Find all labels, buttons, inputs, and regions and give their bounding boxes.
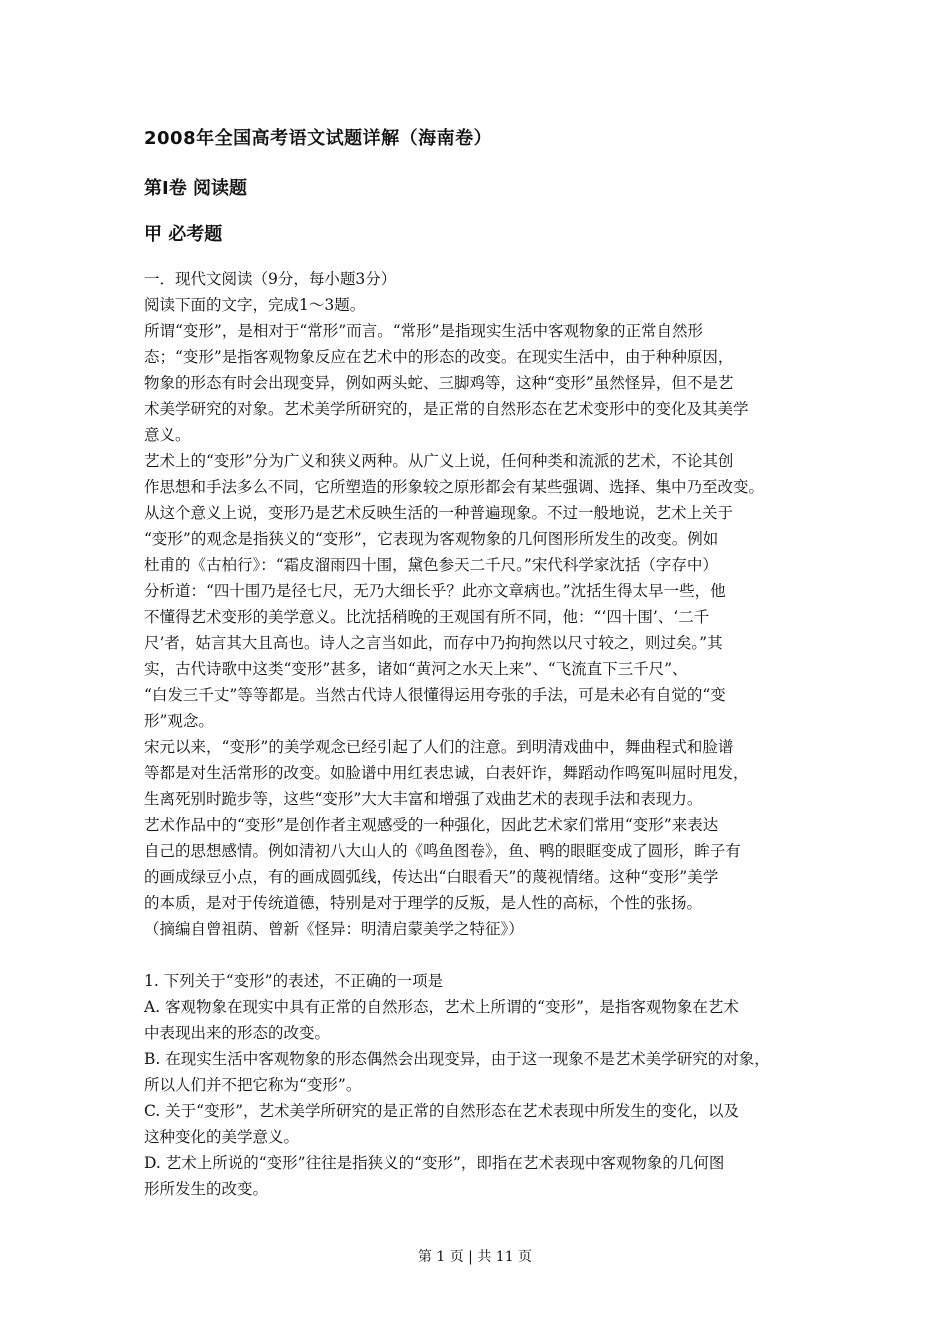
text-line: 尺’者，姑言其大且高也。诗人之言当如此，而存中乃拘拘然以尺寸较之，则过矣。”其 (144, 634, 723, 652)
text-line: 的画成绿豆小点，有的画成圆弧线，传达出“白眼看天”的蔑视情绪。这种“变形”美学 (144, 868, 719, 886)
document-title: 2008年全国高考语文试题详解（海南卷） (144, 128, 493, 149)
document-body (144, 266, 824, 1202)
text-line: 艺术上的“变形”分为广义和狭义两种。从广义上说，任何种类和流派的艺术，不论其创 (144, 452, 734, 470)
text-line: 态；“变形”是指客观物象反应在艺术中的形态的改变。在现实生活中，由于种种原因， (144, 348, 734, 366)
text-line: 生离死别时跪步等，这些“变形”大大丰富和增强了戏曲艺术的表现手法和表现力。 (144, 790, 703, 808)
page-footer: 第 1 页 | 共 11 页 (417, 1249, 533, 1265)
text-line: 不懂得艺术变形的美学意义。比沈括稍晚的王观国有所不同，他：“‘四十围’、‘二千 (144, 608, 710, 626)
text-line: 作思想和手法多么不同，它所塑造的形象较之原形都会有某些强调、选择、集中乃至改变。 (144, 478, 765, 496)
text-line: A. 客观物象在现实中具有正常的自然形态，艺术上所谓的“变形”，是指客观物象在艺术 (144, 998, 739, 1016)
text-line: 中表现出来的形态的改变。 (144, 1024, 331, 1042)
text-line: 意义。 (144, 426, 191, 444)
text-line: 等都是对生活常形的改变。如脸谱中用红表忠诚，白表奸诈，舞蹈动作鸣冤叫屈时甩发， (144, 764, 749, 782)
text-line: 艺术作品中的“变形”是创作者主观感受的一种强化，因此艺术家们常用“变形”来表达 (144, 816, 719, 834)
text-line: 分析道：“四十围乃是径七尺，无乃大细长乎？此亦文章病也。”沈括生得太早一些，他 (144, 582, 726, 600)
text-line: 从这个意义上说，变形乃是艺术反映生活的一种普遍现象。不过一般地说，艺术上关于 (144, 504, 734, 522)
text-line: 所谓“变形”，是相对于“常形”而言。“常形”是指现实生活中客观物象的正常自然形 (144, 322, 704, 340)
text-line: 宋元以来，“变形”的美学观念已经引起了人们的注意。到明清戏曲中，舞曲程式和脸谱 (144, 738, 734, 756)
text-line: 形所发生的改变。 (144, 1180, 269, 1198)
text-line: 自己的思想感情。例如清初八大山人的《鸣鱼图卷》，鱼、鸭的眼眶变成了圆形，眸子有 (144, 842, 741, 860)
text-line: 形”观念。 (144, 712, 214, 730)
text-line: （摘编自曾祖荫、曾新《怪异：明清启蒙美学之特征》） (144, 920, 524, 938)
text-line: 一．现代文阅读（9分，每小题3分） (144, 270, 397, 288)
text-line: 的本质，是对于传统道德，特别是对于理学的反叛，是人性的高标，个性的张扬。 (144, 894, 703, 912)
text-line: 术美学研究的对象。艺术美学所研究的，是正常的自然形态在艺术变形中的变化及其美学 (144, 400, 749, 418)
text-line: 所以人们并不把它称为“变形”。 (144, 1076, 362, 1094)
subsection-heading: 甲 必考题 (144, 224, 223, 245)
blank-line (144, 942, 824, 968)
text-line: 物象的形态有时会出现变异，例如两头蛇、三脚鸡等，这种“变形”虽然怪异，但不是艺 (144, 374, 734, 392)
text-line: B. 在现实生活中客观物象的形态偶然会出现变异，由于这一现象不是艺术美学研究的对象， (144, 1050, 770, 1068)
text-line: 1. 下列关于“变形”的表述，不正确的一项是 (144, 972, 444, 990)
text-line: C. 关于“变形”，艺术美学所研究的是正常的自然形态在艺术表现中所发生的变化，以及 (144, 1102, 740, 1120)
text-line: 这种变化的美学意义。 (144, 1128, 300, 1146)
text-line: “变形”的观念是指狭义的“变形”，它表现为客观物象的几何图形所发生的改变。例如 (144, 530, 719, 548)
text-line: 杜甫的《古柏行》：“霜皮溜雨四十围，黛色参天二千尺。”宋代科学家沈括（字存中） (144, 556, 718, 574)
text-line: “白发三千丈”等等都是。当然古代诗人很懂得运用夸张的手法，可是未必有自觉的“变 (144, 686, 726, 704)
text-line: D. 艺术上所说的“变形”往往是指狭义的“变形”，即指在艺术表现中客观物象的几何图 (144, 1154, 725, 1172)
text-line: 阅读下面的文字，完成1～3题。 (144, 296, 366, 314)
text-line: 实，古代诗歌中这类“变形”甚多，诸如“黄河之水天上来”、“飞流直下三千尺”、 (144, 660, 688, 678)
section-heading: 第Ⅰ卷 阅读题 (144, 178, 247, 199)
